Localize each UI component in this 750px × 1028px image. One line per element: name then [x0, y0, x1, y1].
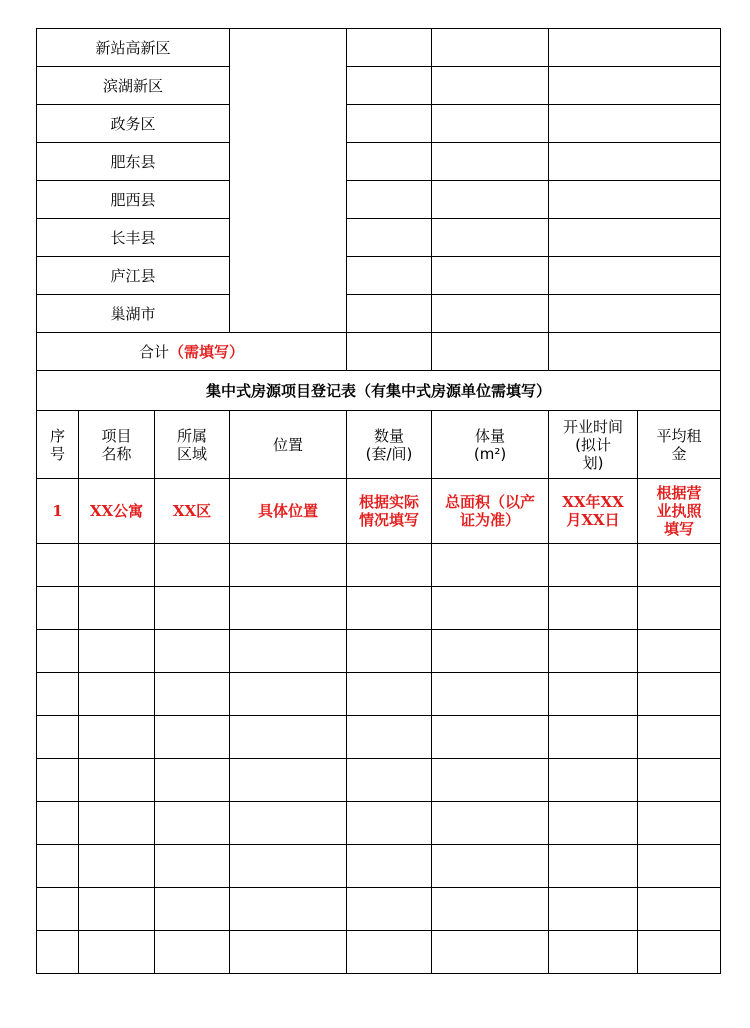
table-cell[interactable] [549, 759, 638, 802]
table-cell[interactable] [638, 544, 721, 587]
table-cell[interactable] [347, 544, 432, 587]
table-cell[interactable] [638, 673, 721, 716]
example-seq: 1 [37, 479, 79, 544]
table-cell[interactable] [230, 716, 347, 759]
district-cell[interactable] [432, 105, 549, 143]
table-cell[interactable] [432, 802, 549, 845]
table-cell[interactable] [155, 845, 230, 888]
table-cell[interactable] [347, 845, 432, 888]
table-cell[interactable] [347, 630, 432, 673]
table-cell[interactable] [79, 802, 155, 845]
district-cell[interactable] [432, 29, 549, 67]
section-title-row [37, 371, 721, 411]
table-row [37, 931, 721, 974]
district-cell[interactable] [347, 181, 432, 219]
table-cell[interactable] [79, 544, 155, 587]
table-cell[interactable] [79, 888, 155, 931]
total-cell[interactable] [549, 333, 721, 371]
district-cell[interactable] [432, 181, 549, 219]
district-cell[interactable] [549, 257, 721, 295]
table-cell[interactable] [638, 845, 721, 888]
district-row [37, 181, 721, 219]
table-row [37, 544, 721, 587]
table-cell[interactable] [79, 759, 155, 802]
table-cell[interactable] [230, 759, 347, 802]
district-name: 滨湖新区 [37, 67, 230, 105]
district-name: 新站高新区 [37, 29, 230, 67]
table-cell[interactable] [432, 673, 549, 716]
total-label-cell [37, 333, 347, 371]
table-cell[interactable] [549, 587, 638, 630]
table-cell[interactable] [79, 845, 155, 888]
table-row [37, 888, 721, 931]
table-cell[interactable] [37, 544, 79, 587]
table-cell[interactable] [155, 673, 230, 716]
table-cell[interactable] [549, 673, 638, 716]
district-cell[interactable] [549, 67, 721, 105]
header-project-name: 项目 名称 [79, 411, 155, 479]
table-row [37, 630, 721, 673]
district-cell[interactable] [347, 105, 432, 143]
example-area: XX区 [155, 479, 230, 544]
table-row [37, 802, 721, 845]
table-cell[interactable] [37, 716, 79, 759]
table-cell[interactable] [432, 845, 549, 888]
table-cell[interactable] [230, 587, 347, 630]
header-area: 所属 区域 [155, 411, 230, 479]
header-quantity: 数量 (套/间) [347, 411, 432, 479]
table-cell[interactable] [549, 716, 638, 759]
table-cell[interactable] [638, 931, 721, 974]
header-volume: 体量 (m²) [432, 411, 549, 479]
table-cell[interactable] [347, 673, 432, 716]
table-cell[interactable] [79, 716, 155, 759]
table-cell[interactable] [549, 931, 638, 974]
district-row [37, 143, 721, 181]
header-location: 位置 [230, 411, 347, 479]
table-cell[interactable] [638, 888, 721, 931]
district-row [37, 219, 721, 257]
table-cell[interactable] [230, 544, 347, 587]
district-cell[interactable] [347, 219, 432, 257]
table-cell[interactable] [549, 888, 638, 931]
district-cell[interactable] [432, 257, 549, 295]
district-row [37, 295, 721, 333]
table-cell[interactable] [155, 716, 230, 759]
table-cell[interactable] [79, 673, 155, 716]
example-quantity: 根据实际 情况填写 [347, 479, 432, 544]
table-cell[interactable] [37, 630, 79, 673]
district-merged-cell[interactable] [230, 29, 347, 333]
table-cell[interactable] [638, 716, 721, 759]
district-row [37, 29, 721, 67]
table-cell[interactable] [638, 802, 721, 845]
table-cell[interactable] [37, 888, 79, 931]
example-open-time: XX年XX 月XX日 [549, 479, 638, 544]
table-cell[interactable] [230, 802, 347, 845]
example-row [37, 479, 721, 544]
table-cell[interactable] [155, 931, 230, 974]
table-row [37, 845, 721, 888]
table-cell[interactable] [37, 802, 79, 845]
table-cell[interactable] [638, 630, 721, 673]
section-title: 集中式房源项目登记表（有集中式房源单位需填写） [37, 371, 721, 411]
district-cell[interactable] [432, 67, 549, 105]
table-cell[interactable] [549, 630, 638, 673]
table-cell[interactable] [347, 888, 432, 931]
table-cell[interactable] [37, 845, 79, 888]
table-cell[interactable] [347, 759, 432, 802]
table-cell[interactable] [432, 759, 549, 802]
table-cell[interactable] [155, 630, 230, 673]
header-row [37, 411, 721, 479]
table-cell[interactable] [230, 630, 347, 673]
district-row [37, 67, 721, 105]
table-cell[interactable] [230, 845, 347, 888]
district-name: 巢湖市 [37, 295, 230, 333]
table-cell[interactable] [155, 544, 230, 587]
total-label: 合计 [139, 342, 170, 361]
table-cell[interactable] [230, 888, 347, 931]
table-row [37, 673, 721, 716]
table-cell[interactable] [432, 931, 549, 974]
example-rent: 根据营 业执照 填写 [638, 479, 721, 544]
district-cell[interactable] [347, 67, 432, 105]
district-cell[interactable] [432, 143, 549, 181]
table-cell[interactable] [155, 587, 230, 630]
table-cell[interactable] [638, 587, 721, 630]
example-volume: 总面积（以产 证为准） [432, 479, 549, 544]
header-avg-rent: 平均租 金 [638, 411, 721, 479]
table-cell[interactable] [230, 931, 347, 974]
district-cell[interactable] [549, 295, 721, 333]
district-cell[interactable] [549, 219, 721, 257]
table-cell[interactable] [37, 587, 79, 630]
district-name: 肥东县 [37, 143, 230, 181]
table-cell[interactable] [432, 587, 549, 630]
district-name: 长丰县 [37, 219, 230, 257]
total-cell[interactable] [347, 333, 432, 371]
table-cell[interactable] [230, 673, 347, 716]
table-cell[interactable] [37, 759, 79, 802]
table-row [37, 716, 721, 759]
table-cell[interactable] [638, 759, 721, 802]
district-name: 肥西县 [37, 181, 230, 219]
district-cell[interactable] [347, 257, 432, 295]
district-row [37, 105, 721, 143]
total-row [37, 333, 721, 371]
total-cell[interactable] [432, 333, 549, 371]
table-cell[interactable] [347, 931, 432, 974]
table-cell[interactable] [37, 673, 79, 716]
total-note: （需填写） [169, 342, 245, 361]
table-cell[interactable] [79, 630, 155, 673]
table-cell[interactable] [549, 802, 638, 845]
district-cell[interactable] [549, 143, 721, 181]
district-cell[interactable] [347, 29, 432, 67]
table-row [37, 587, 721, 630]
table-cell[interactable] [432, 716, 549, 759]
district-name: 政务区 [37, 105, 230, 143]
table-row [37, 759, 721, 802]
district-cell[interactable] [549, 105, 721, 143]
registration-table [36, 28, 721, 974]
district-cell[interactable] [549, 181, 721, 219]
district-name: 庐江县 [37, 257, 230, 295]
header-open-time: 开业时间 (拟计 划) [549, 411, 638, 479]
district-cell[interactable] [432, 219, 549, 257]
example-location: 具体位置 [230, 479, 347, 544]
district-cell[interactable] [432, 295, 549, 333]
district-cell[interactable] [347, 143, 432, 181]
table-cell[interactable] [79, 931, 155, 974]
table-cell[interactable] [155, 759, 230, 802]
table-cell[interactable] [79, 587, 155, 630]
table-cell[interactable] [155, 802, 230, 845]
table-cell[interactable] [549, 544, 638, 587]
district-cell[interactable] [347, 295, 432, 333]
table-cell[interactable] [432, 888, 549, 931]
table-cell[interactable] [549, 845, 638, 888]
example-name: XX公寓 [79, 479, 155, 544]
district-row [37, 257, 721, 295]
table-cell[interactable] [347, 802, 432, 845]
table-cell[interactable] [347, 716, 432, 759]
table-cell[interactable] [432, 630, 549, 673]
table-cell[interactable] [347, 587, 432, 630]
table-cell[interactable] [155, 888, 230, 931]
table-cell[interactable] [432, 544, 549, 587]
header-seq: 序 号 [37, 411, 79, 479]
table-cell[interactable] [37, 931, 79, 974]
district-cell[interactable] [549, 29, 721, 67]
